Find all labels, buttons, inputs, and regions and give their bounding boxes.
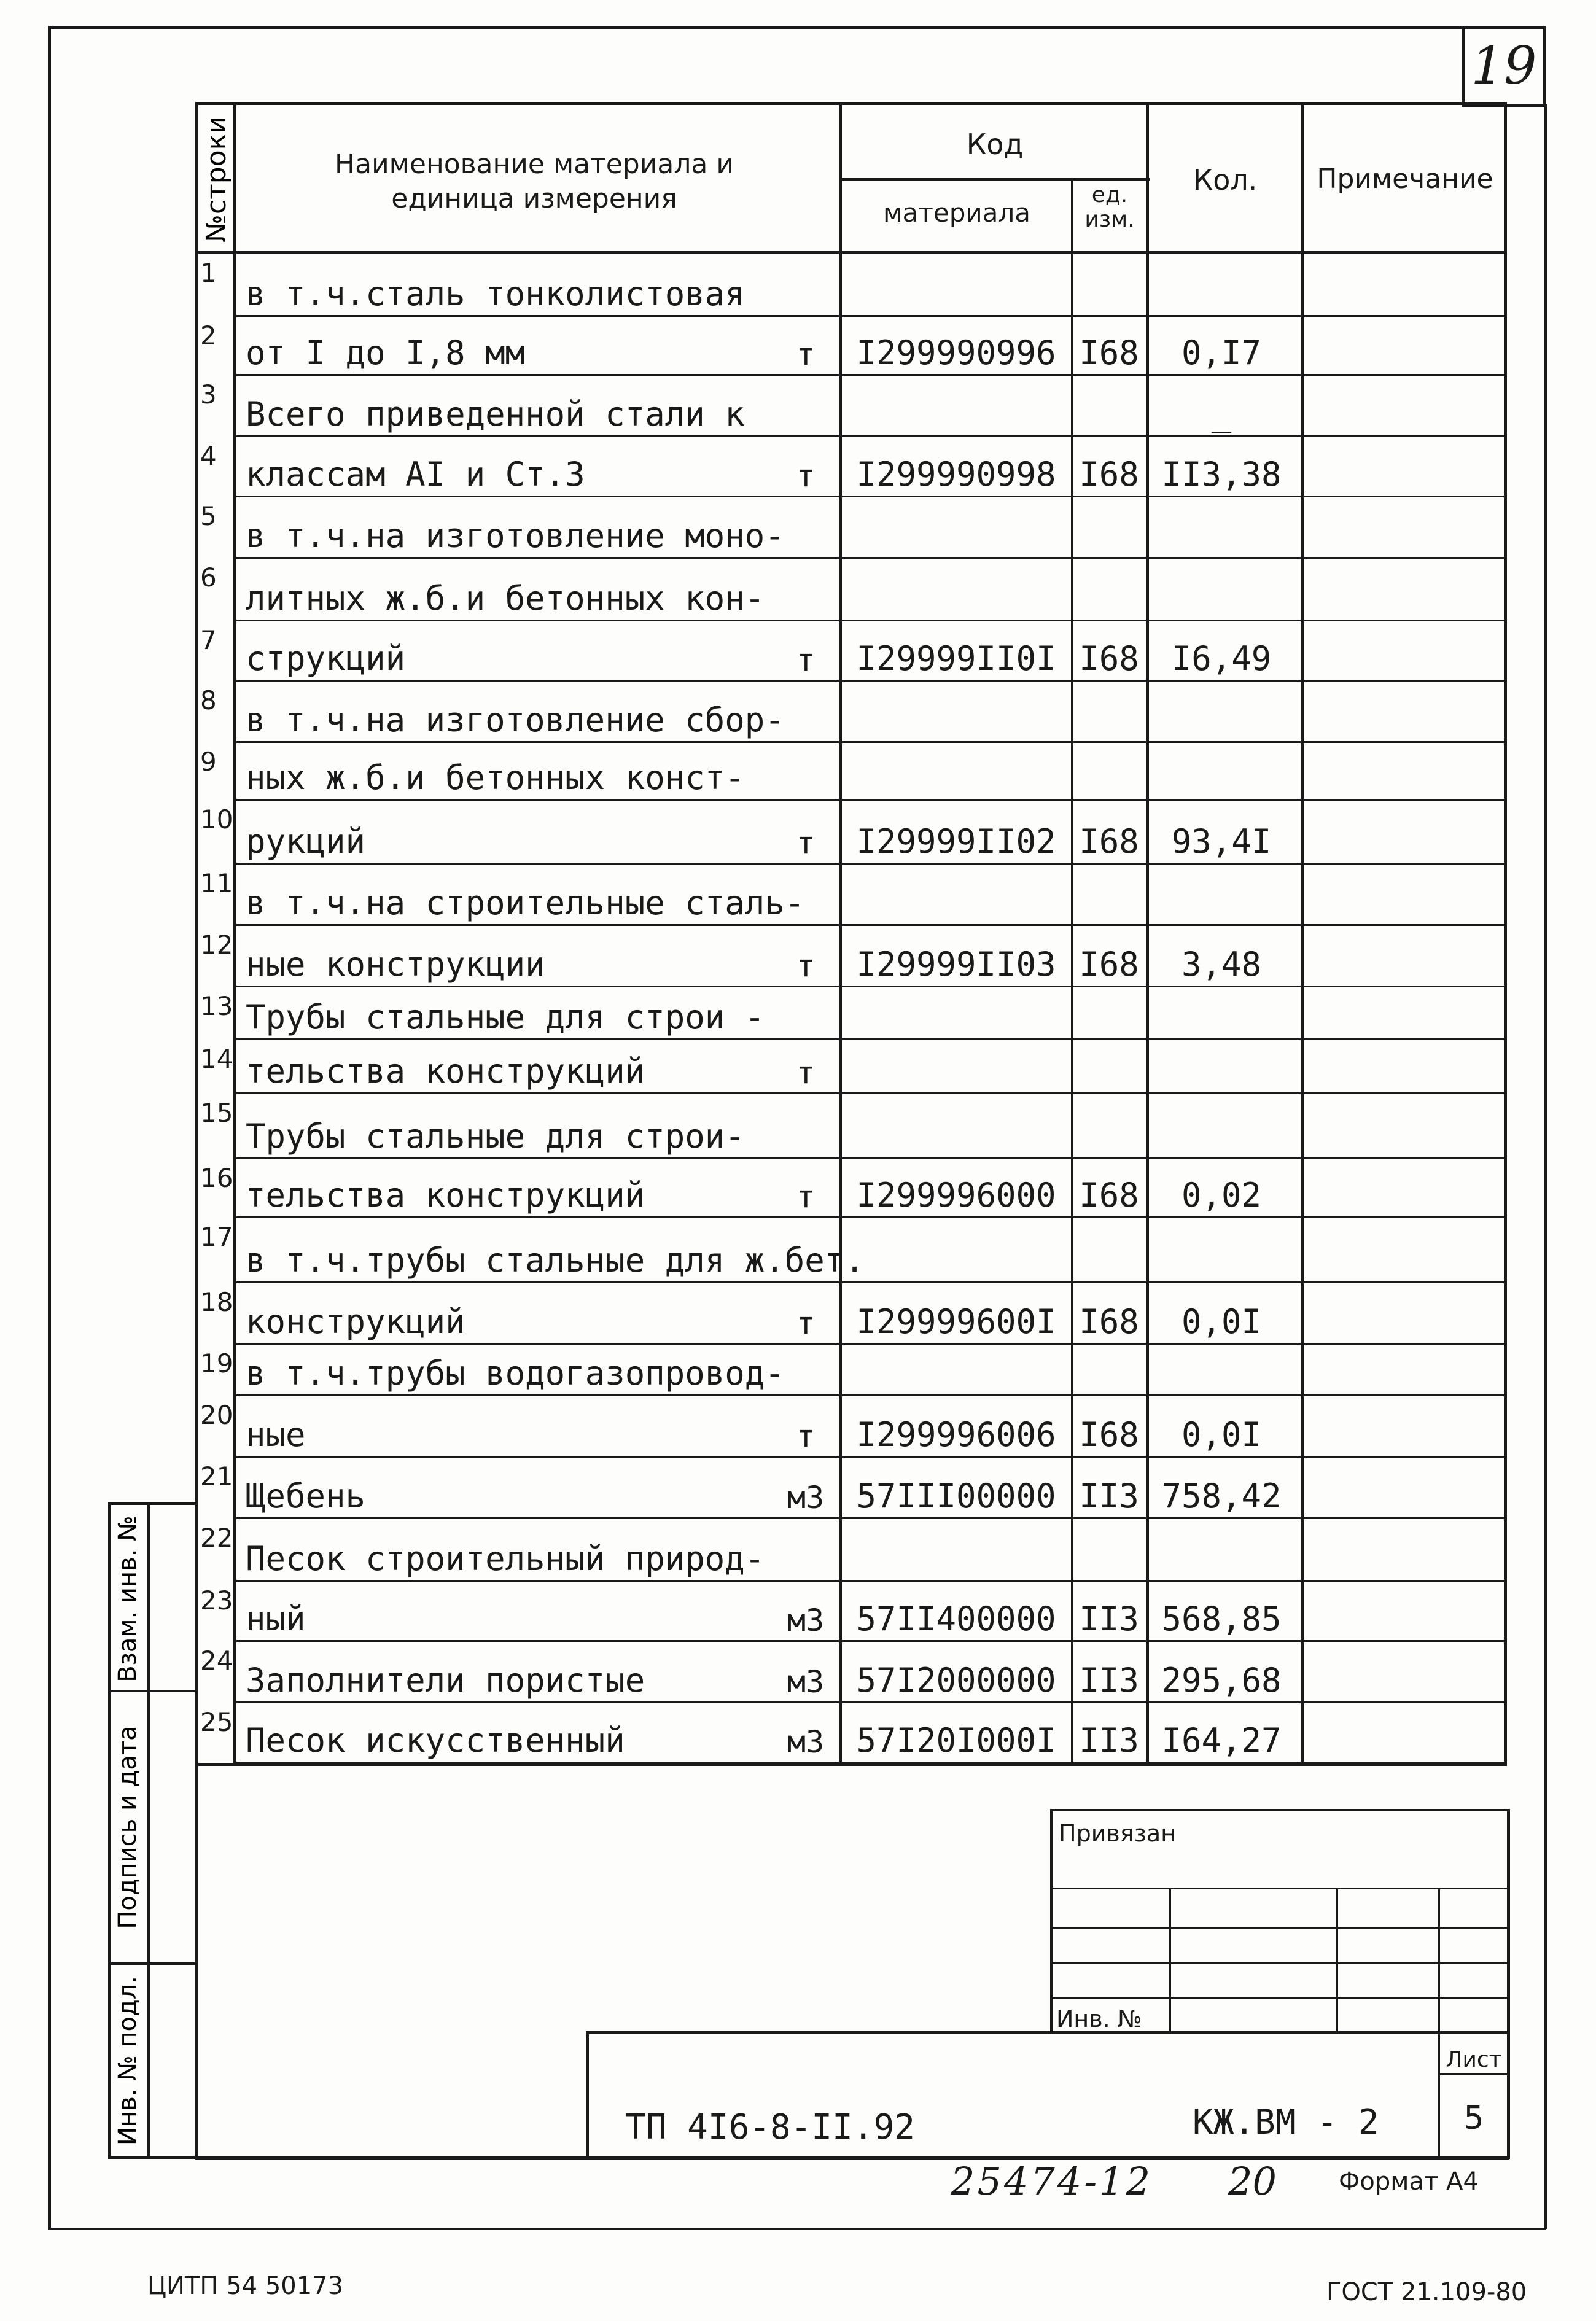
outer-border-top xyxy=(48,26,1546,29)
row-unit xyxy=(775,376,836,437)
row-name: классам AI и Ст.3 xyxy=(246,455,585,494)
row-material-code: I299990998 xyxy=(856,455,1056,494)
row-quantity: 0,0I xyxy=(1181,1415,1262,1454)
row-unit-code: II3 xyxy=(1079,1721,1139,1760)
row-material-code xyxy=(843,1094,1070,1159)
side-stamp-inv-podl: Инв. № подл. xyxy=(114,1976,142,2145)
row-quantity: I6,49 xyxy=(1171,639,1272,678)
table-row xyxy=(0,1396,1596,1458)
header-code-material: материала xyxy=(882,198,1030,228)
row-name: в т.ч.сталь тонколистовая xyxy=(246,274,745,313)
table-row xyxy=(0,1159,1596,1218)
row-quantity xyxy=(1147,1094,1296,1159)
row-unit: т xyxy=(796,1179,816,1215)
row-quantity xyxy=(1147,497,1296,559)
title-block-left xyxy=(586,2031,589,2159)
row-quantity xyxy=(1147,987,1296,1040)
row-name: от I до I,8 мм xyxy=(246,333,526,372)
row-name: в т.ч.трубы стальные для ж.бет. xyxy=(246,1241,865,1280)
row-material-code xyxy=(843,1040,1070,1094)
row-number: 16 xyxy=(200,1163,233,1193)
row-material-code xyxy=(843,743,1070,801)
privyazan-row3 xyxy=(1050,1962,1509,1964)
table-row xyxy=(0,1283,1596,1345)
row-unit-code xyxy=(1073,682,1145,743)
row-quantity xyxy=(1147,1345,1296,1396)
row-quantity xyxy=(1147,1040,1296,1094)
row-quantity: 0,0I xyxy=(1181,1302,1262,1341)
row-unit-code xyxy=(1073,254,1145,317)
side-stamp-vzam: Взам. инв. № xyxy=(114,1515,142,1682)
doc-mark: КЖ.ВМ - 2 xyxy=(1193,2102,1379,2142)
row-number: 8 xyxy=(200,685,217,715)
row-quantity: II3,38 xyxy=(1161,455,1282,494)
row-quantity: 93,4I xyxy=(1171,822,1272,861)
row-quantity xyxy=(1147,559,1296,621)
row-number: 22 xyxy=(200,1523,233,1553)
table-row xyxy=(0,682,1596,743)
row-material-code: 57III00000 xyxy=(856,1477,1056,1515)
row-name: литных ж.б.и бетонных кон- xyxy=(246,579,765,618)
row-quantity: I64,27 xyxy=(1161,1721,1282,1760)
row-unit: т xyxy=(796,1418,816,1454)
row-unit-code xyxy=(1073,497,1145,559)
footer-gost: ГОСТ 21.109-80 xyxy=(1326,2278,1527,2306)
table-row xyxy=(0,1094,1596,1159)
privyazan-left xyxy=(1050,1809,1053,2032)
table-row xyxy=(0,1040,1596,1094)
row-name: Песок искусственный xyxy=(246,1721,625,1760)
privyazan-row2 xyxy=(1050,1927,1509,1929)
row-number: 20 xyxy=(200,1400,233,1430)
row-unit: т xyxy=(796,825,816,861)
row-name: тельства конструкций xyxy=(246,1052,645,1091)
row-name: ные конструкции xyxy=(246,945,545,984)
row-unit-code xyxy=(1073,865,1145,926)
row-name: в т.ч.на строительные сталь- xyxy=(246,884,805,922)
row-unit xyxy=(775,987,836,1040)
table-row xyxy=(0,801,1596,865)
row-name: струкций xyxy=(246,639,406,678)
row-name: Щебень xyxy=(246,1477,366,1515)
row-number: 7 xyxy=(200,625,217,655)
table-row xyxy=(0,497,1596,559)
row-unit: т xyxy=(796,948,816,984)
row-unit-code: I68 xyxy=(1079,822,1139,861)
list-value: 5 xyxy=(1463,2100,1484,2137)
row-name: Трубы стальные для строи- xyxy=(246,1117,745,1156)
row-quantity: _ xyxy=(1211,395,1232,433)
privyazan-col1 xyxy=(1169,1888,1171,2032)
table-row xyxy=(0,1519,1596,1582)
table-row xyxy=(0,1218,1596,1283)
row-number: 4 xyxy=(200,441,217,471)
side-stamp-divider xyxy=(147,1502,150,2159)
row-unit-code: I68 xyxy=(1079,945,1139,984)
outer-border-bottom xyxy=(48,2228,1546,2230)
table-row xyxy=(0,376,1596,437)
row-quantity: 758,42 xyxy=(1161,1477,1282,1515)
corner-sheet-number: 19 xyxy=(1471,36,1537,96)
row-unit-code xyxy=(1073,987,1145,1040)
row-unit-code xyxy=(1073,1519,1145,1582)
row-quantity: 295,68 xyxy=(1161,1661,1282,1700)
row-material-code: I299990996 xyxy=(856,333,1056,372)
row-name: ный xyxy=(246,1600,306,1638)
row-number: 14 xyxy=(200,1044,233,1074)
row-quantity xyxy=(1147,1218,1296,1283)
header-qty: Кол. xyxy=(1193,163,1258,196)
row-unit: т xyxy=(796,458,816,494)
row-number: 5 xyxy=(200,501,217,531)
table-row xyxy=(0,621,1596,682)
row-number: 13 xyxy=(200,991,233,1021)
row-material-code xyxy=(843,682,1070,743)
row-number: 3 xyxy=(200,379,217,410)
table-row xyxy=(0,559,1596,621)
row-unit: м3 xyxy=(787,1603,825,1638)
list-label: Лист xyxy=(1446,2047,1502,2072)
row-quantity: 568,85 xyxy=(1161,1600,1282,1638)
row-material-code xyxy=(843,254,1070,317)
row-quantity xyxy=(1147,1519,1296,1582)
row-name: Заполнители пористые xyxy=(246,1661,645,1700)
row-material-code: I29999II03 xyxy=(856,945,1056,984)
row-unit-code xyxy=(1073,1345,1145,1396)
row-material-code xyxy=(843,1519,1070,1582)
row-number: 9 xyxy=(200,747,217,777)
row-unit-code: I68 xyxy=(1079,1302,1139,1341)
row-unit xyxy=(775,1519,836,1582)
title-block-bottom xyxy=(195,2156,1509,2160)
row-number: 15 xyxy=(200,1098,233,1128)
row-material-code xyxy=(843,1218,1070,1283)
row-unit-code: I68 xyxy=(1079,333,1139,372)
row-material-code: I29999600I xyxy=(856,1302,1056,1341)
row-unit-code xyxy=(1073,376,1145,437)
row-unit-code xyxy=(1073,1218,1145,1283)
row-unit: м3 xyxy=(787,1664,825,1700)
row-number: 17 xyxy=(200,1222,233,1252)
row-unit-code: I68 xyxy=(1079,639,1139,678)
row-unit: т xyxy=(796,1305,816,1341)
row-material-code xyxy=(843,1345,1070,1396)
row-number: 11 xyxy=(200,868,233,898)
row-number: 6 xyxy=(200,562,217,593)
row-name: в т.ч.на изготовление моно- xyxy=(246,516,785,555)
row-unit xyxy=(775,497,836,559)
row-unit xyxy=(775,682,836,743)
header-code-unit: ед. изм. xyxy=(1084,182,1135,232)
privyazan-top xyxy=(1050,1809,1509,1811)
header-code: Код xyxy=(966,128,1024,161)
row-unit xyxy=(775,1094,836,1159)
row-name: Всего приведенной стали к xyxy=(246,395,745,433)
table-row xyxy=(0,437,1596,497)
row-number: 10 xyxy=(200,804,233,834)
privyazan-row1 xyxy=(1050,1888,1509,1889)
row-name: ные xyxy=(246,1415,306,1454)
privyazan-label: Привязан xyxy=(1059,1820,1176,1847)
table-row xyxy=(0,1345,1596,1396)
table-row xyxy=(0,1458,1596,1519)
row-unit xyxy=(775,865,836,926)
table-row xyxy=(0,317,1596,376)
row-quantity: 0,I7 xyxy=(1181,333,1262,372)
table-row xyxy=(0,865,1596,926)
header-name: Наименование материала и единица измерения xyxy=(335,149,734,214)
row-name: Трубы стальные для строи - xyxy=(246,998,765,1036)
doc-code: ТП 4I6-8-II.92 xyxy=(625,2107,916,2147)
table-row xyxy=(0,254,1596,317)
row-material-code: I29999II0I xyxy=(856,639,1056,678)
row-unit-code: I68 xyxy=(1079,455,1139,494)
privyazan-col2 xyxy=(1336,1888,1338,2032)
row-material-code: 57II400000 xyxy=(856,1600,1056,1638)
row-material-code: I299996000 xyxy=(856,1176,1056,1215)
row-number: 1 xyxy=(200,258,217,288)
header-bottom-line xyxy=(195,251,1507,254)
handwritten-page: 20 xyxy=(1228,2159,1277,2204)
row-number: 12 xyxy=(200,930,233,960)
row-unit-code: I68 xyxy=(1079,1176,1139,1215)
row-material-code: 57I2000000 xyxy=(856,1661,1056,1700)
row-material-code xyxy=(843,559,1070,621)
privyazan-row4 xyxy=(1050,1997,1509,1999)
row-unit xyxy=(775,1345,836,1396)
row-unit xyxy=(775,254,836,317)
handwritten-number: 25474-12 xyxy=(951,2159,1153,2204)
row-unit-code: I68 xyxy=(1079,1415,1139,1454)
table-row xyxy=(0,743,1596,801)
table-row xyxy=(0,1582,1596,1642)
row-unit-code xyxy=(1073,743,1145,801)
row-material-code xyxy=(843,865,1070,926)
row-unit: т xyxy=(796,642,816,678)
row-quantity xyxy=(1147,865,1296,926)
row-unit xyxy=(775,559,836,621)
table-row xyxy=(0,987,1596,1040)
row-number: 21 xyxy=(200,1461,233,1491)
row-unit: т xyxy=(796,336,816,372)
row-material-code xyxy=(843,497,1070,559)
row-unit: т xyxy=(796,1055,816,1091)
row-quantity: 0,02 xyxy=(1181,1176,1262,1215)
header-row-number: №строки xyxy=(201,116,232,243)
row-quantity: 3,48 xyxy=(1181,945,1262,984)
row-name: тельства конструкций xyxy=(246,1176,645,1215)
row-unit-code xyxy=(1073,1040,1145,1094)
row-unit-code: II3 xyxy=(1079,1600,1139,1638)
table-row xyxy=(0,1642,1596,1703)
row-name: ных ж.б.и бетонных конст- xyxy=(246,758,745,797)
row-number: 23 xyxy=(200,1585,233,1615)
row-unit: м3 xyxy=(787,1480,825,1515)
row-separator xyxy=(233,1762,1507,1763)
format-label: Формат А4 xyxy=(1339,2167,1479,2196)
row-name: в т.ч.на изготовление сбор- xyxy=(246,701,785,739)
row-number: 24 xyxy=(200,1646,233,1676)
inv-no-label: Инв. № xyxy=(1056,2005,1142,2032)
row-unit: м3 xyxy=(787,1724,825,1760)
row-quantity xyxy=(1147,682,1296,743)
row-unit-code: II3 xyxy=(1079,1477,1139,1515)
side-stamp-h2 xyxy=(108,1962,198,1965)
row-name: Песок строительный природ- xyxy=(246,1539,765,1578)
code-subheader-line xyxy=(840,178,1150,181)
row-name: рукций xyxy=(246,822,366,861)
row-unit-code xyxy=(1073,559,1145,621)
row-quantity xyxy=(1147,254,1296,317)
row-unit xyxy=(775,1218,836,1283)
side-stamp-podpis: Подпись и дата xyxy=(114,1725,142,1929)
row-number: 19 xyxy=(200,1348,233,1378)
header-note: Примечание xyxy=(1317,163,1493,195)
row-quantity xyxy=(1147,743,1296,801)
row-material-code xyxy=(843,376,1070,437)
table-row xyxy=(0,926,1596,987)
row-number: 2 xyxy=(200,321,217,351)
row-material-code xyxy=(843,987,1070,1040)
row-name: конструкций xyxy=(246,1302,465,1341)
row-material-code: 57I20I000I xyxy=(856,1721,1056,1760)
list-label-line xyxy=(1438,2073,1509,2075)
table-row xyxy=(0,1703,1596,1763)
row-number: 25 xyxy=(200,1707,233,1737)
footer-left-code: ЦИТП 54 50173 xyxy=(147,2272,344,2300)
row-number: 18 xyxy=(200,1287,233,1317)
row-material-code: I29999II02 xyxy=(856,822,1056,861)
row-material-code: I299996006 xyxy=(856,1415,1056,1454)
title-block-top xyxy=(586,2031,1509,2034)
row-unit-code: II3 xyxy=(1079,1661,1139,1700)
row-unit xyxy=(775,743,836,801)
row-unit-code xyxy=(1073,1094,1145,1159)
row-name: в т.ч.трубы водогазопровод- xyxy=(246,1354,785,1393)
